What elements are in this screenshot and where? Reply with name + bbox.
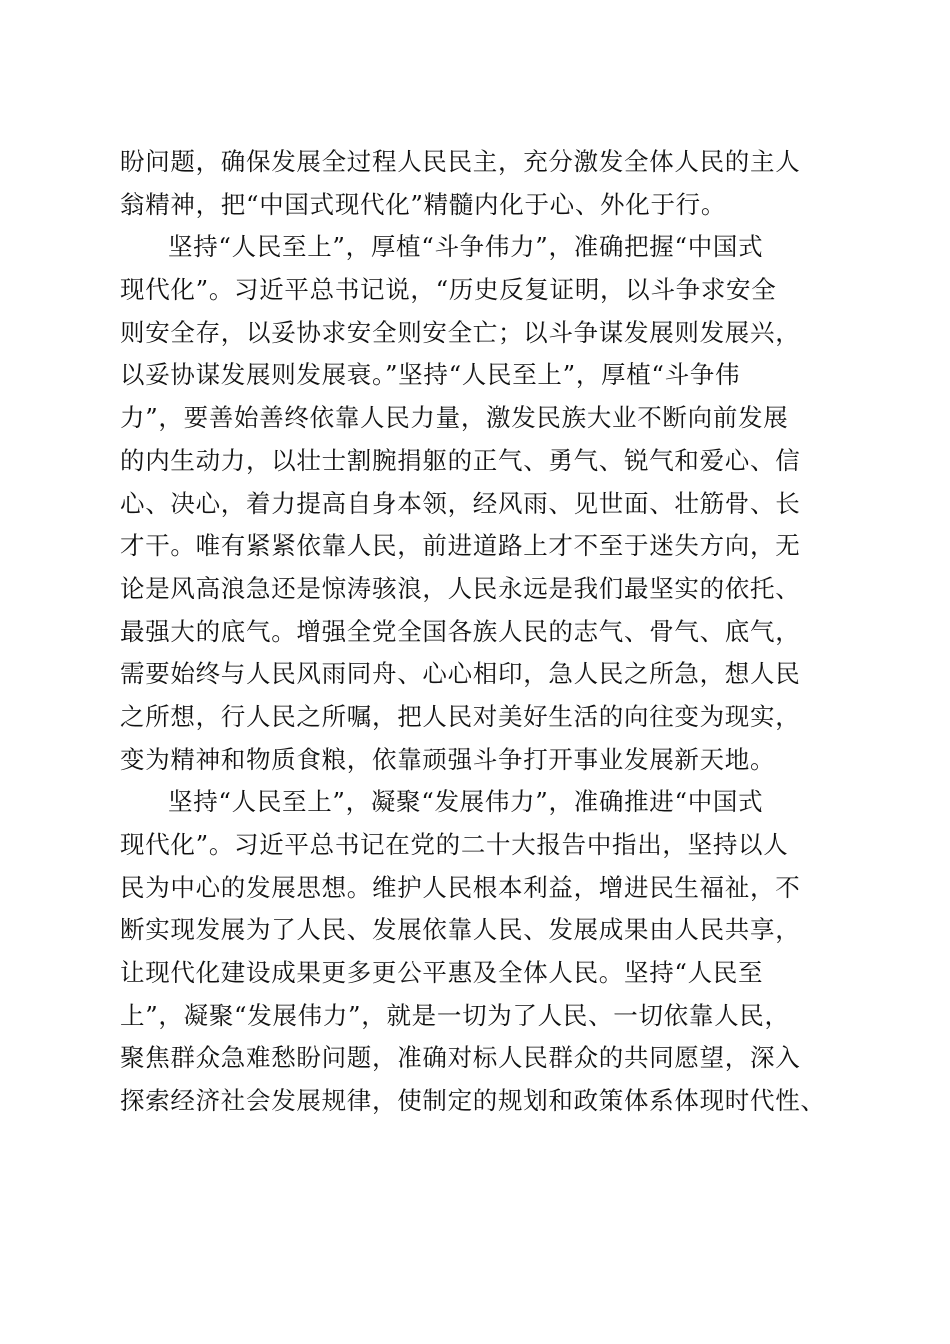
text-line: 盼问题，确保发展全过程人民民主，充分激发全体人民的主人 (120, 147, 801, 176)
text-line: 才干。唯有紧紧依靠人民，前进道路上才不至于迷失方向，无 (120, 531, 801, 561)
text-line: 需要始终与人民风雨同舟、心心相印，急人民之所急，想人民 (120, 659, 801, 689)
text-line: 最强大的底气。增强全党全国各族人民的志气、骨气、底气， (120, 616, 801, 646)
text-line: 上”，凝聚“发展伟力”，就是一切为了人民、一切依靠人民， (120, 1000, 790, 1030)
text-line: 的内生动力，以壮士割腕捐躯的正气、勇气、锐气和爱心、信 (120, 445, 801, 475)
body-text (120, 141, 836, 1123)
text-line: 心、决心，着力提高自身本领，经风雨、见世面、壮筋骨、长 (120, 488, 801, 518)
text-line: 力”，要善始善终依靠人民力量，激发民族大业不断向前发展 (120, 403, 789, 433)
text-line: 之所想，行人民之所嘱，把人民对美好生活的向往变为现实， (120, 701, 801, 731)
text-line: 以妥协谋发展则发展衰。”坚持“人民至上”，厚植“斗争伟 (120, 360, 741, 390)
paragraph-start-line: 坚持“人民至上”，厚植“斗争伟力”，准确把握“中国式 (168, 232, 764, 262)
text-line: 聚焦群众急难愁盼问题，准确对标人民群众的共同愿望，深入 (120, 1043, 801, 1073)
text-line: 现代化”。习近平总书记在党的二十大报告中指出，坚持以人 (120, 830, 789, 859)
text-line: 断实现发展为了人民、发展依靠人民、发展成果由人民共享， (120, 915, 801, 945)
text-line: 让现代化建设成果更多更公平惠及全体人民。坚持“人民至 (120, 958, 764, 988)
text-line: 现代化”。习近平总书记说，“历史反复证明，以斗争求安全 (120, 275, 777, 305)
text-line: 民为中心的发展思想。维护人民根本利益，增进民生福祉，不 (120, 872, 801, 902)
text-line: 论是风高浪急还是惊涛骇浪，人民永远是我们最坚实的依托、 (120, 573, 801, 603)
text-line: 探索经济社会发展规律，使制定的规划和政策体系体现时代性、 (120, 1086, 826, 1116)
text-line: 则安全存，以妥协求安全则安全亡；以斗争谋发展则发展兴， (120, 317, 801, 347)
text-line: 变为精神和物质食粮，依靠顽强斗争打开事业发展新天地。 (120, 744, 776, 774)
paragraph-start-line: 坚持“人民至上”，凝聚“发展伟力”，准确推进“中国式 (168, 787, 764, 817)
text-line: 翁精神，把“中国式现代化”精髓内化于心、外化于行。 (120, 189, 727, 219)
